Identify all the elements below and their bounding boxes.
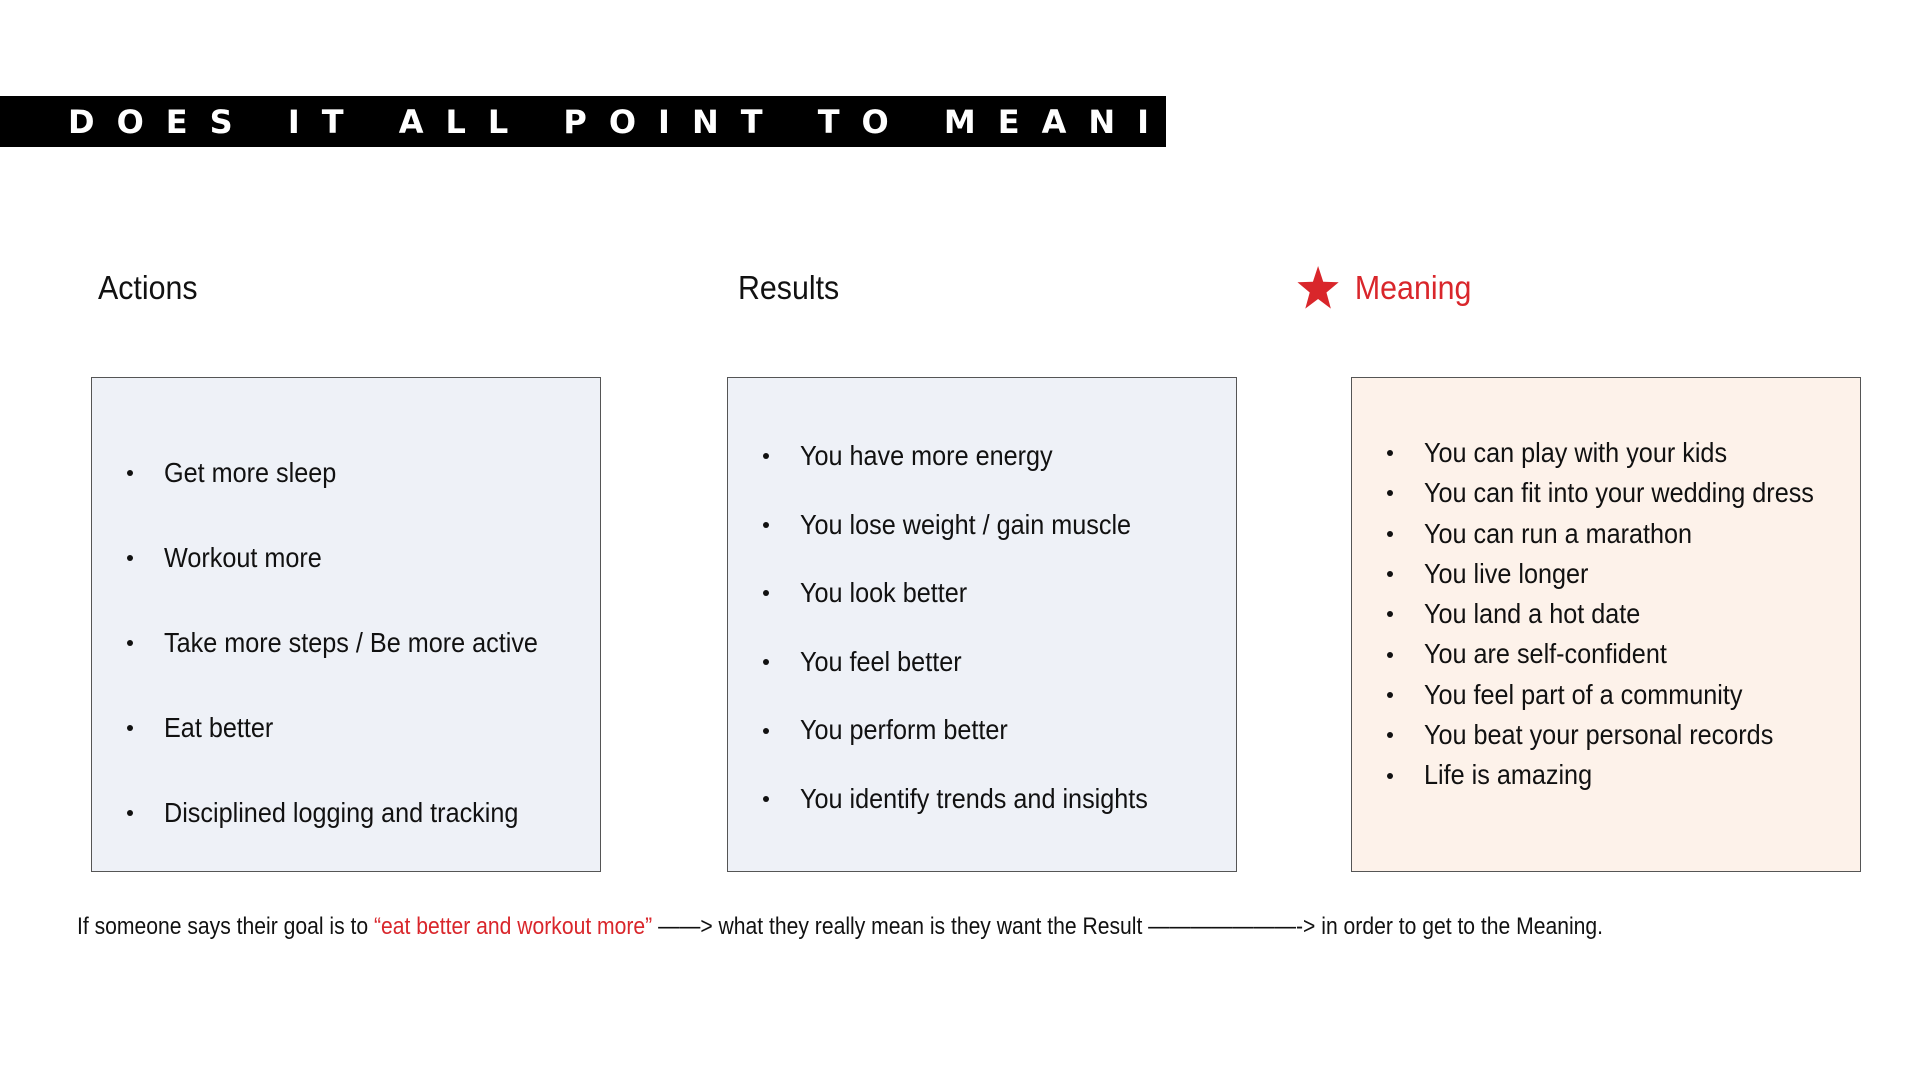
results-item-text: You look better — [800, 577, 968, 609]
bullet-icon — [127, 725, 133, 731]
meaning-heading — [1296, 264, 1471, 312]
footer-caption — [77, 913, 1603, 941]
results-box — [727, 377, 1237, 872]
meaning-item-text: You feel part of a community — [1424, 678, 1743, 710]
bullet-icon — [763, 453, 769, 459]
meaning-list-item — [1352, 755, 1860, 795]
actions-item-text: Take more steps / Be more active — [164, 627, 538, 658]
actions-box — [91, 377, 601, 872]
actions-list-item — [92, 770, 600, 855]
star-icon — [1296, 264, 1340, 312]
footer-prefix: If someone says their goal is to — [77, 913, 374, 940]
bullet-icon — [763, 590, 769, 596]
actions-list-item — [92, 430, 600, 515]
meaning-item-text: You can play with your kids — [1424, 437, 1728, 468]
meaning-list-item — [1352, 634, 1860, 674]
actions-list-item — [92, 685, 600, 770]
meaning-item-text: Life is amazing — [1424, 759, 1593, 791]
bullet-icon — [127, 810, 133, 816]
results-list-item — [728, 765, 1236, 834]
bullet-icon — [763, 796, 769, 802]
page-title: DOES IT ALL POINT TO MEANING? — [68, 102, 1309, 141]
meaning-list-item — [1352, 715, 1860, 755]
actions-list-item — [92, 515, 600, 600]
meaning-item-text: You are self-confident — [1424, 638, 1667, 670]
meaning-list-item — [1352, 554, 1860, 594]
meaning-box — [1351, 377, 1861, 872]
results-item-text: You have more energy — [800, 440, 1053, 471]
meaning-heading-label: Meaning — [1354, 269, 1472, 306]
actions-list — [92, 430, 600, 855]
meaning-item-text: You beat your personal records — [1424, 719, 1774, 751]
actions-heading: Actions — [98, 269, 198, 306]
results-heading: Results — [738, 269, 840, 306]
meaning-item-text: You live longer — [1424, 557, 1589, 589]
footer-middle: ——> what they really mean is they want the Result ———————-> in order to get to the Meaning. — [652, 913, 1604, 940]
meaning-item-text: You can run a marathon — [1424, 517, 1693, 549]
meaning-list-item — [1352, 675, 1860, 715]
bullet-icon — [1387, 571, 1393, 577]
bullet-icon — [1387, 732, 1393, 738]
results-list-item — [728, 491, 1236, 560]
results-item-text: You feel better — [800, 645, 962, 677]
meaning-item-text: You can fit into your wedding dress — [1424, 477, 1814, 509]
meaning-list-item — [1352, 514, 1860, 554]
actions-item-text: Disciplined logging and tracking — [164, 797, 519, 828]
actions-item-text: Eat better — [164, 712, 274, 743]
bullet-icon — [1387, 652, 1393, 658]
title-bar — [0, 96, 1309, 147]
results-item-text: You perform better — [800, 714, 1008, 746]
results-list-item — [728, 559, 1236, 628]
meaning-list-item — [1352, 594, 1860, 634]
results-list-item — [728, 422, 1236, 491]
bullet-icon — [127, 470, 133, 476]
bullet-icon — [1387, 490, 1393, 496]
results-list-item — [728, 628, 1236, 697]
meaning-list-item — [1352, 433, 1860, 473]
bullet-icon — [1387, 611, 1393, 617]
results-item-text: You lose weight / gain muscle — [800, 508, 1132, 540]
bullet-icon — [1387, 450, 1393, 456]
bullet-icon — [763, 728, 769, 734]
footer-quote: “eat better and workout more” — [374, 913, 653, 940]
actions-item-text: Workout more — [164, 542, 322, 573]
bullet-icon — [127, 640, 133, 646]
actions-list-item — [92, 600, 600, 685]
bullet-icon — [763, 659, 769, 665]
meaning-list — [1352, 433, 1860, 796]
bullet-icon — [1387, 692, 1393, 698]
bullet-icon — [1387, 773, 1393, 779]
results-item-text: You identify trends and insights — [800, 782, 1148, 814]
results-list — [728, 422, 1236, 834]
meaning-list-item — [1352, 473, 1860, 513]
results-list-item — [728, 696, 1236, 765]
bullet-icon — [763, 522, 769, 528]
bullet-icon — [127, 555, 133, 561]
meaning-item-text: You land a hot date — [1424, 598, 1641, 630]
bullet-icon — [1387, 531, 1393, 537]
actions-item-text: Get more sleep — [164, 457, 337, 488]
